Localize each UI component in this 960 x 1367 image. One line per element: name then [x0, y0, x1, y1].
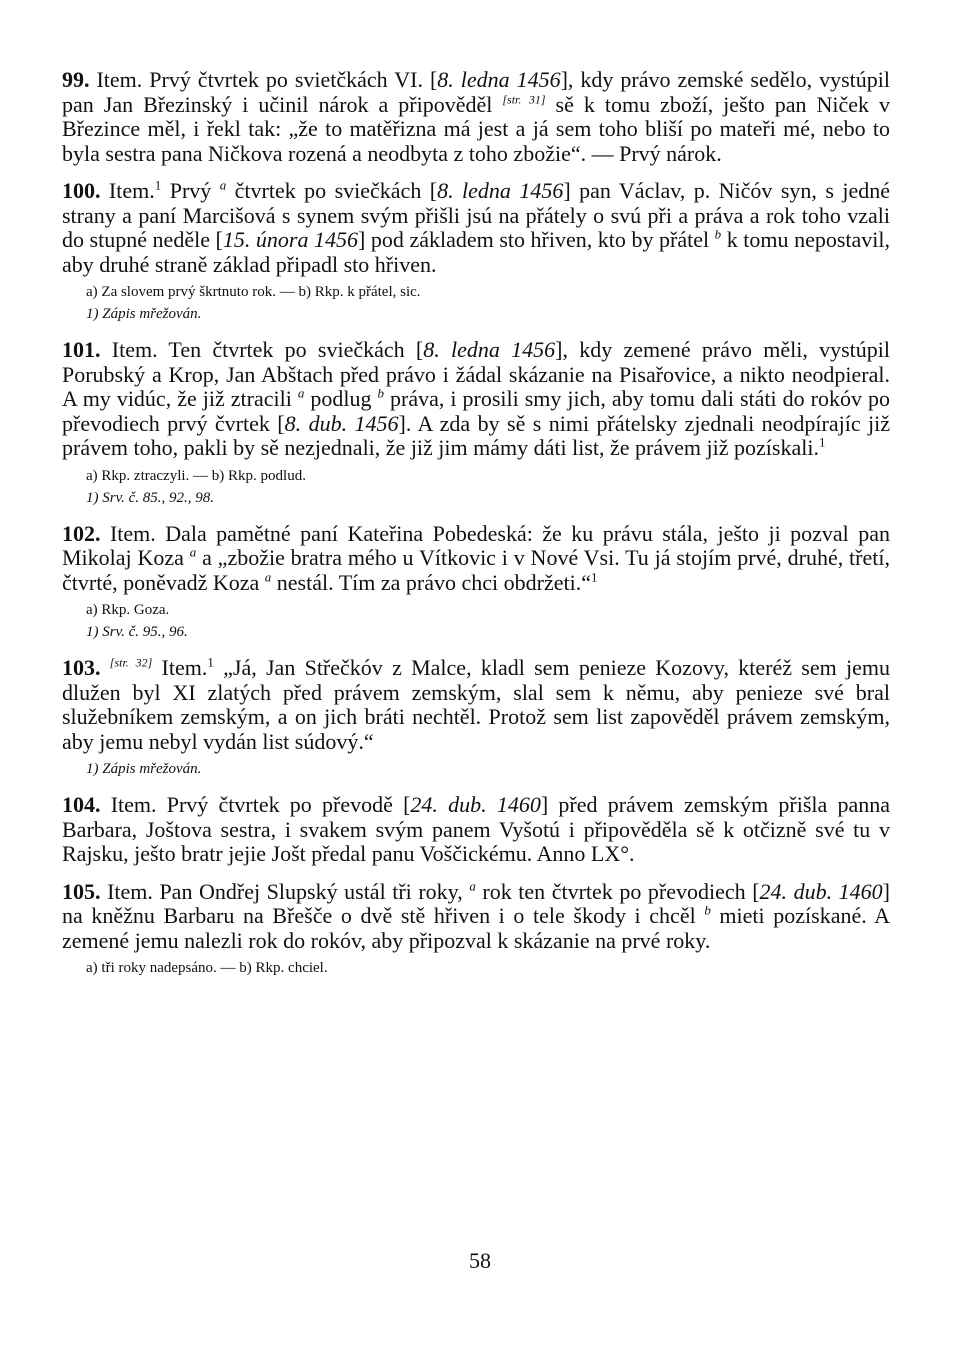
footnote-marker: b — [377, 385, 384, 401]
footnote-marker: 1 — [154, 177, 162, 193]
entry-text: podlug — [304, 386, 378, 411]
entry-105 — [62, 880, 890, 954]
footnote-marker: 1 — [207, 654, 214, 670]
entry-text: ], kdy zemené právo měli, vystúpil Porubský a Krop, Jan Abštach před právo i žádal skázanie na Pisařovice, a nikto neodpieral. A my vidúc, že již ztracili — [62, 337, 890, 411]
entry-102 — [62, 522, 890, 596]
footnote-marker: a — [264, 569, 272, 585]
entry-text: Item. Prvý čtvrtek po převodě [ — [100, 792, 411, 817]
entry-text: čtvrtek po sviečkách [ — [226, 178, 438, 203]
entry-text: ] pan Václav, p. Ničóv syn, s jedné strany a paní Marcišová s synem svým přišli jsú na přátely o svú při a práva a rok toho vzali do stupné neděle [ — [62, 178, 890, 252]
entry-text: Item. Dala pamětné paní Kateřina Pobedeská: že ku právu stála, ješto ji pozval pan Mikolaj Koza — [62, 520, 890, 570]
footnote: a) Za slovem prvý škrtnuto rok. — b) Rkp. k přátel, sic. — [86, 284, 421, 300]
entry-number: 103. — [62, 655, 101, 680]
entry-101 — [62, 338, 890, 461]
entry-text: ]. A zda by sě s nimi přátelsky zjednali neodpírajíc již právem toho, pakli by sě nezjednali, že již jim mámy dáti list, že právem již pozískali. — [62, 410, 891, 460]
date: 15. února 1456 — [222, 227, 359, 252]
footnote-marker: a — [189, 544, 197, 560]
page-number: 58 — [469, 1248, 491, 1273]
entry-text: práva, i prosili smy jich, aby tomu dali státi do rokóv po převodiech prvý čvrtek [ — [62, 386, 890, 436]
entry-text: k tomu nepostavil, aby druhé straně základ připadl sto hřiven. — [62, 227, 890, 277]
entry-number: 99. — [62, 67, 90, 92]
entry-text: a „zbožie bratra mého u Vítkovic i v Nové Vsi. Tu já stojím prvé, druhé, třetí, čtvrté, poněvadž Koza — [62, 545, 890, 595]
entry-number: 104. — [62, 792, 101, 817]
entry-number: 100. — [62, 178, 101, 203]
date: 8. dub. 1456 — [284, 410, 399, 436]
date: 24. dub. 1460 — [759, 878, 883, 904]
entry-text: Item. Prvý čtvrtek po svietčkách VI. [ — [89, 67, 438, 92]
footnote: 1) Zápis mřežován. — [86, 306, 202, 322]
entry-text: „Já, Jan Střečkóv z Malce, kladl sem penieze Kozovy, kteréž sem jemu dlužen byl XI zlatých před právem zemským, slal sem k němu, aby penieze své bral služebníkem zemským, a on jich bráti nechtěl. Protož sem list zapověděl právem zemským, aby jemu nebyl vydán list súdový.“ — [62, 655, 890, 754]
entry-text: nestál. Tím za právo chci obdržeti.“ — [271, 569, 591, 595]
date: 8. ledna 1456 — [437, 67, 561, 92]
footnote: 1) Zápis mřežován. — [86, 761, 202, 777]
footnote: a) tři roky nadepsáno. — b) Rkp. chciel. — [86, 960, 328, 976]
footnotes — [86, 465, 890, 509]
footnotes — [86, 758, 890, 780]
document-page — [62, 68, 890, 979]
entry-number: 101. — [62, 337, 101, 362]
date: 8. ledna 1456 — [437, 178, 564, 203]
entry-text: Item. — [100, 178, 155, 203]
entry-99 — [62, 68, 890, 166]
footnote-marker: a — [219, 177, 227, 193]
page-reference: [str. 32] — [109, 655, 153, 670]
entry-text: Item. — [152, 655, 208, 680]
footnotes — [86, 281, 890, 325]
entry-text: ] před právem zemským přišla panna Barbara, Joštova sestra, i svakem svým panem Vyšotú i připověděla sě k otčizně své tu v Rajsku, ješto bratr jejie Jošt předal panu Voščickému. Anno LX°. — [62, 792, 891, 866]
footnote-marker: b — [704, 902, 711, 918]
entry-text: Prvý — [161, 178, 220, 203]
date: 8. ledna 1456 — [423, 337, 556, 362]
entry-number: 105. — [62, 878, 101, 904]
footnote: 1) Srv. č. 95., 96. — [86, 624, 188, 640]
entry-text: ] na kněžnu Barbaru na Břešče o dvě stě hřiven i o tele škody i chcěl — [62, 878, 890, 928]
entry-number: 102. — [62, 520, 101, 546]
entry-100 — [62, 179, 890, 277]
entry-103 — [62, 656, 890, 754]
footnote: a) Rkp. ztraczyli. — b) Rkp. podlud. — [86, 467, 306, 484]
entry-104 — [62, 793, 890, 867]
entry-text: Item. Ten čtvrtek po sviečkách [ — [100, 337, 424, 362]
footnote-marker: a — [469, 878, 476, 894]
footnote-marker: b — [714, 226, 722, 242]
footnotes — [86, 957, 890, 979]
footnote-marker: 1 — [590, 569, 598, 585]
footnote: 1) Srv. č. 85., 92., 98. — [86, 489, 215, 506]
footnote-marker: 1 — [818, 434, 826, 450]
date: 24. dub. 1460 — [410, 792, 541, 817]
footnote-marker: a — [297, 385, 305, 401]
footnote: a) Rkp. Goza. — [86, 602, 170, 618]
entry-text: Item. Pan Ondřej Slupský ustál tři roky, — [100, 878, 470, 904]
entry-text: rok ten čtvrtek po převodiech [ — [475, 878, 760, 904]
entry-text: mieti pozískané. A zemené jemu nalezli rok do rokóv, aby připozval k skázanie na prvé roky. — [62, 903, 891, 953]
footnotes — [86, 599, 890, 643]
page-reference: [str. 31] — [502, 92, 546, 107]
entry-text: ] pod základem sto hřiven, kto by přátel — [358, 227, 715, 252]
entry-text: sě k tomu zboží, ješto pan Niček v Březince měl, i řekl tak: „že to matěřizna má jest a já sem toho bliší po mateři mé, nebo to byla sestra pana Ničkova rozená a neodbyta z toho zbožie“. — Prvý nárok. — [62, 91, 890, 166]
entry-text: ], kdy právo zemské sedělo, vystúpil pan Jan Březinský i učinil nárok a připověděl — [62, 67, 890, 117]
